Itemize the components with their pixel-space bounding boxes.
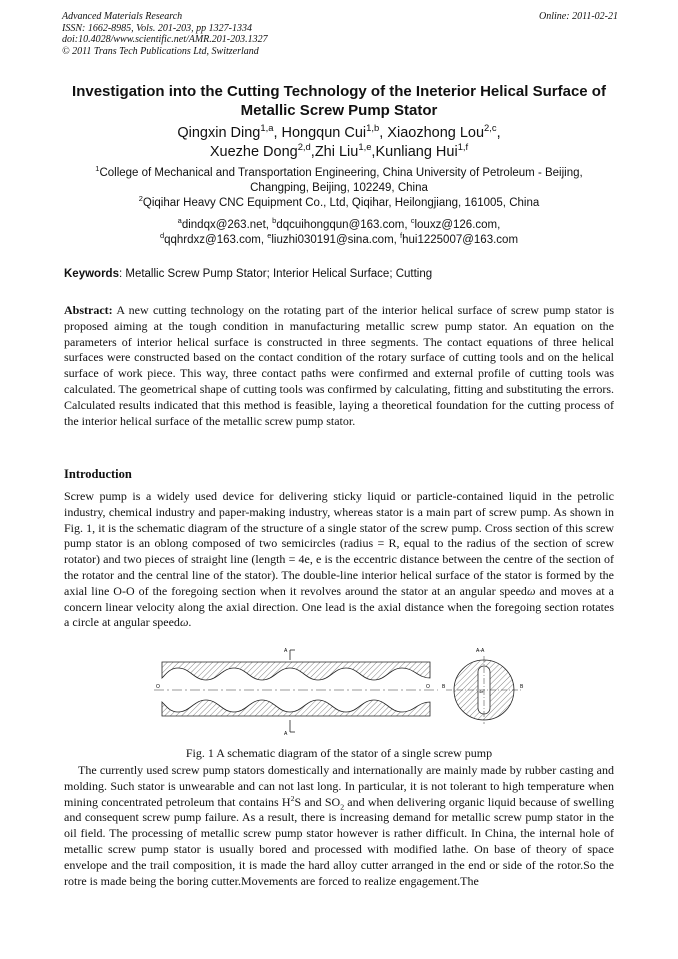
author-sup: 1,b [366, 122, 380, 134]
affiliation-sup: 1 [95, 164, 100, 174]
omega-symbol: ω [526, 583, 536, 598]
label-a-bottom: A [284, 731, 288, 737]
para-text-2: S and SO [294, 794, 341, 809]
affiliation-2: Qiqihar Heavy CNC Equipment Co., Ltd, Qiqihar, Heilongjiang, 161005, China [142, 197, 540, 209]
body-paragraph [64, 763, 614, 889]
author-name: Xiaozhong Lou [387, 125, 485, 141]
label-b-right: B [520, 684, 524, 690]
email-sup: c [410, 216, 415, 226]
intro-text-1: Screw pump is a widely used device for delivering sticky liquid or particle-contained liquid in the petrolic industry, chemical industry and paper-making industry, whereas stator is a main part of screw pump. As shown in Fig. 1, it is the schematic diagram of the structure of a single stator of the screw pump. Cross section of this screw pump stator is an oblong composed of two semicircles (radius = R, equal to the radius of the section of screw rotator) and two pieces of straight line (length = 4e, e is the eccentric distance between the centre of the section of the rotator and the central line of the stator). The double-line interior helical surface of the stator is formed by the axial line O-O of the foregoing section when it revolves around the stator at an angular speed [64, 489, 614, 598]
figure-1-stator-diagram [140, 644, 540, 740]
abstract-label: Abstract: [64, 303, 113, 317]
journal-name: Advanced Materials Research [62, 11, 183, 22]
email-address[interactable]: qqhrdxz@163.com [164, 234, 261, 246]
intro-paragraph [64, 489, 614, 631]
h2s-sup: 2 [290, 793, 295, 803]
label-o-left: O [156, 684, 160, 690]
keywords-label: Keywords [64, 268, 119, 280]
para-text-3: and when delivering organic liquid because of swelling and consequent screw pump failure. As a result, there is increasing demand for metallic screw pump stator in the oil field. The processing of metallic screw pump stator however is rather difficult. In China, the internal hole of metallic screw pump stator is usually bored and processed with modified lathe. On base of theory of space envelope and the trail composition, it is made the hard alloy cutter arranged in the end or side of the rotor.So the rotre is made being the boring cutter.Movements are forced to realize engagement.The [64, 794, 615, 888]
author-name: Xuezhe Dong [209, 144, 298, 160]
so2-sub: 2 [340, 801, 345, 811]
author-sup: 1,e [358, 141, 372, 153]
affiliation-1-line-2: Changping, Beijing, 102249, China [250, 182, 428, 194]
email-address[interactable]: dindqx@263.net [181, 219, 266, 231]
abstract-text: A new cutting technology on the rotating part of the interior helical surface of screw pump stator is proposed aiming at the tough condition in manufacturing metallic screw pump stator. An equation on the parameters of interior helical surface is constructed in three segments. The contact equations of three helical surfaces were constructed based on the contact condition of the rotary surface of cutting tools and on the helical surface of work piece. This way, three contact paths were confirmed and external profile of cutting tools was calculated. The geometrical shape of cutting tools was confirmed by calculating, fitting and substituting the errors. Calculated results indicated that this method is feasible, laying a theoretical foundation for the cutting process of the interior helical surface of the metallic screw pump stator. [64, 303, 614, 428]
stator-top-wall [162, 662, 430, 680]
author-name: Zhi Liu [314, 144, 359, 160]
keywords [64, 268, 616, 280]
keywords-text: : Metallic Screw Pump Stator; Interior Helical Surface; Cutting [118, 268, 433, 280]
author-name: Kunliang Hui [375, 144, 458, 160]
section-label: A-A [476, 648, 485, 654]
email-sup: a [177, 216, 182, 226]
abstract [64, 303, 614, 429]
author-sup: 2,c [484, 122, 497, 134]
label-o-right: O [426, 684, 430, 690]
longitudinal-section [154, 648, 438, 737]
email-address[interactable]: louxz@126.com [414, 219, 498, 231]
intro-text-2: and moves at a concern linear velocity along the axial direction. One lead is the axial distance when the foregoing section rotates a circle at angular speed [64, 583, 614, 630]
author-sup: 2,d [297, 141, 311, 153]
affiliations [56, 166, 622, 211]
label-b-left: B [442, 684, 446, 690]
email-list: $^a$dindqx@263.net, $^b$dqcuihongqun@163.com, $^c$louxz@126.com, $^d$qqhrdxz@163.com, $^e$liuzhi030191@sina.com, $^f$hui1225007@163.com [159, 216, 519, 246]
online-date: Online: 2011-02-21 [539, 11, 618, 22]
section-heading: Introduction [64, 467, 132, 481]
author-name: Qingxin Ding [177, 125, 261, 141]
author-sup: 1,a [260, 122, 274, 134]
affiliation-sup: 2 [138, 194, 143, 204]
copyright-line: © 2011 Trans Tech Publications Ltd, Switzerland [62, 45, 259, 57]
email-sup: d [159, 231, 165, 241]
email-sup: b [272, 216, 277, 226]
label-4e: 4e [479, 689, 484, 694]
intro-text-3: . [188, 615, 192, 630]
label-a-top: A [284, 648, 288, 654]
email-address[interactable]: hui1225007@163.com [402, 234, 519, 246]
stator-bottom-wall [162, 700, 430, 716]
email-address[interactable]: liuzhi030191@sina.com [271, 234, 394, 246]
email-sup: f [400, 231, 403, 241]
doi-line: doi:10.4028/www.scientific.net/AMR.201-203.1327 [62, 34, 268, 45]
para-text-1: The currently used screw pump stators domestically and internationally are mainly made by rubber casting and molding. Such stator is unwearable and can not last long. In particular, it is not tolerant to high temperature when mining concentrated petroleum that contains H [64, 763, 614, 809]
figure-caption: Fig. 1 A schematic diagram of the stator of a single screw pump [185, 746, 493, 760]
author-sup: 1,f [457, 141, 469, 153]
issn-line: ISSN: 1662-8985, Vols. 201-203, pp 1327-1334 [62, 22, 252, 34]
author-name: Hongqun Cui [281, 125, 367, 141]
journal-header [62, 11, 618, 57]
affiliation-1-line-1: College of Mechanical and Transportation Engineering, China University of Petroleum - Beijing, [99, 167, 583, 179]
email-address[interactable]: dqcuihongqun@163.com [276, 219, 405, 231]
cross-section [442, 648, 524, 724]
author-list: Qingxin Ding$^{1,a}$, Hongqun Cui$^{1,b}$, Xiaozhong Lou$^{2,c}$, Xuezhe Dong$^{2,d}$,Zhi Liu$^{1,e}$,Kunliang Hui$^{1,f}$ [177, 122, 501, 160]
paper-title: Investigation into the Cutting Technology of the Ineterior Helical Surface of Metallic Screw Pump Stator [72, 83, 606, 119]
omega-symbol: ω [179, 615, 189, 630]
email-sup: e [267, 231, 272, 241]
